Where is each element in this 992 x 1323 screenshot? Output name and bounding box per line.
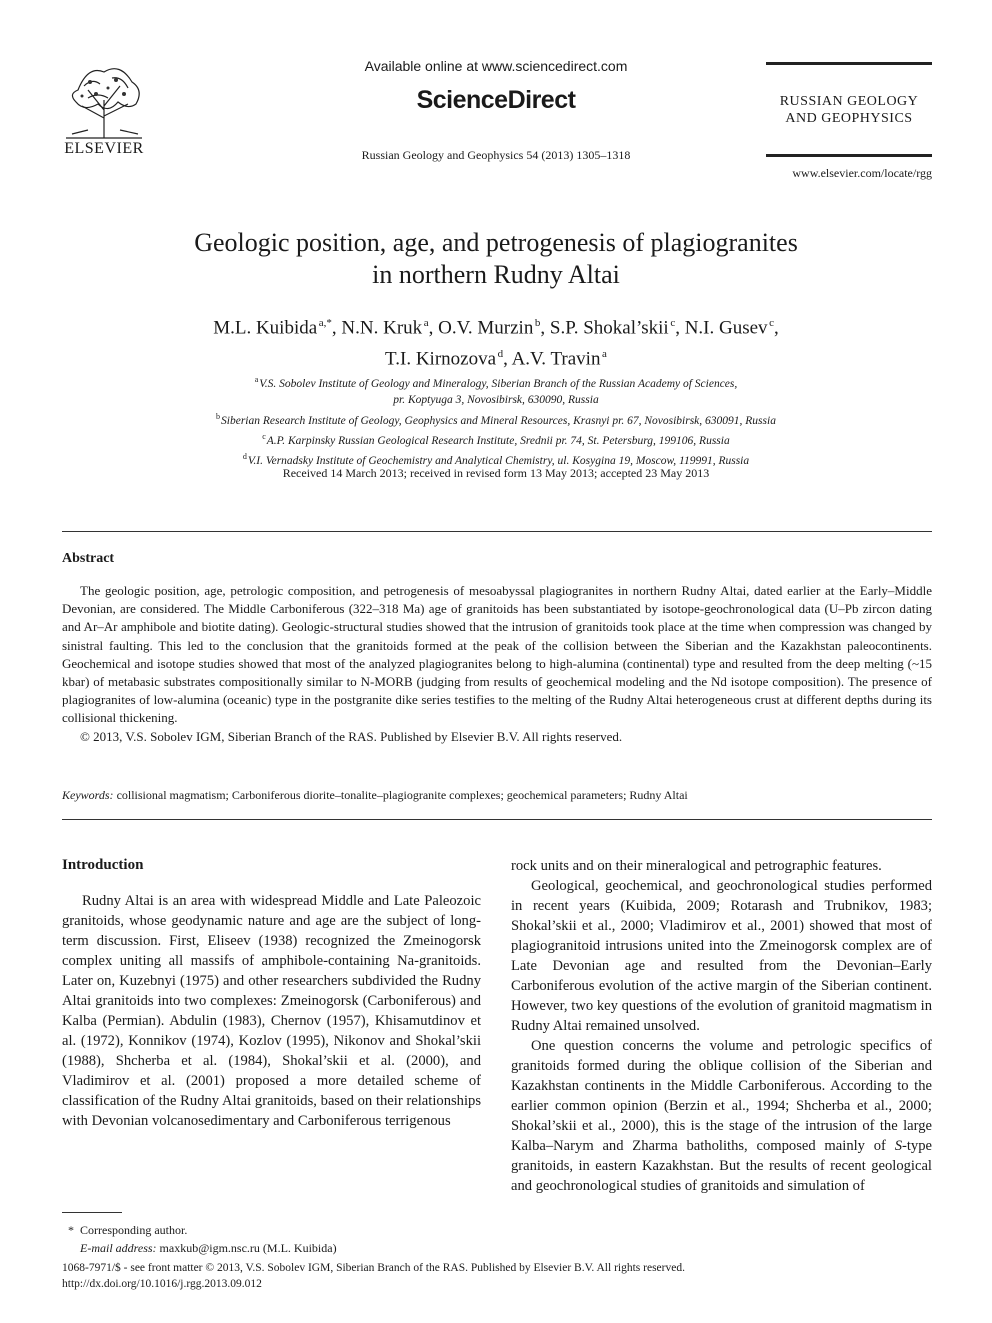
paragraph: Rudny Altai is an area with widespread Middle and Late Paleozoic granitoids, whose geodynamic nature and age are the subject of long-term discussion. First, Eliseev (1938) recognized the Zmeinogorsk complex uniting all massifs of amphibole-containing Na-granitoids. Later on, Kuzebnyi (1975) and other researchers subdivided the Rudny Altai granitoids into two complexes: Zmeinogorsk (Carboniferous) and Kalba (Permian). Abdulin (1983), Chernov (1957), Khisamutdinov et al. (1972), Konnikov (1974), Kozlov (1995), Nikonov and Shokal’skii (1988), Shcherba et al. (1984), Shokal’skii et al. (2000), and Vladimirov et al. (2001) proposed a more detailed scheme of classification of the Rudny Altai granitoids, based on their relationships with Devonian volcanosedimentary and Carboniferous terrigenous [62, 893, 481, 1129]
author[interactable]: M.L. Kuibida [213, 317, 318, 339]
keywords-text: collisional magmatism; Carboniferous diorite–tonalite–plagiogranite complexes; geochemical parameters; Rudny Altai [116, 788, 688, 802]
keywords [62, 788, 932, 803]
title-line1: Geologic position, age, and petrogenesis of plagiogranites [194, 228, 798, 257]
available-online[interactable]: Available online at www.sciencedirect.com [364, 58, 628, 74]
email-label: E-mail address: [80, 1241, 157, 1255]
journal-name-line1: RUSSIAN GEOLOGY [779, 94, 919, 109]
affiliation-a-line2: pr. Koptyuga 3, Novosibirsk, 630090, Russia [393, 394, 599, 407]
affiliation-b: $^b$ Siberian Research Institute of Geology, Geophysics and Mineral Resources, Krasnyi pr. 67, Novosibirsk, 630091, Russia [216, 411, 776, 427]
paragraph: Geological, geochemical, and geochronological studies performed in recent years (Kuibida, 2009; Rotarash and Trubnikov, 1983; Shokal’skii et al., 2000; Vladimirov et al., 2001) showed that most of plagiogranitoid intrusions united into the Zmeinogorsk complex are of Late Devonian age and resulted from the Devonian–Early Carboniferous evolution of the active margin of the Siberian continent. However, two key questions of the evolution of granitoid magmatism in Rudny Altai remained unsolved. [511, 878, 932, 1034]
paragraph: rock units and on their mineralogical and petrographic features. [511, 858, 882, 874]
journal-rule-bottom [766, 154, 932, 157]
issn-line: 1068-7971/$ - see front matter © 2013, V.S. Sobolev IGM, Siberian Branch of the RAS. Published by Elsevier B.V. All rights reserved. [62, 1262, 685, 1274]
footnote-rule [62, 1212, 122, 1213]
doi-link[interactable]: http://dx.doi.org/10.1016/j.rgg.2013.09.012 [62, 1278, 262, 1290]
sciencedirect-logo: ScienceDirect [416, 86, 576, 114]
abstract-text: The geologic position, age, petrologic composition, and petrogenesis of mesoabyssal plagiogranites in northern Rudny Altai, dated earlier at the Early–Middle Devonian, are considered. The Middle Carboniferous (322–318 Ma) age of granitoids has been substantiated by isotope-geochronological data (U–Pb zircon dating and Ar–Ar amphibole and biotite dating). Geologic-structural studies showed that the intrusion of granitoids took place at the time when compression was changed by sinistral faulting. This led to the conclusion that the granitoids formed at the peak of the collision between the Siberian and the Kazakhstan paleocontinents. Geochemical and isotope studies showed that most of the analyzed plagiogranites belong to high-alumina (continental) type and resulted from the deep melting (~15 kbar) of metabasic substrates compositionally similar to N-MORB (judging from results of geochemical modeling and the Nd isotope composition). The presence of plagiogranites of low-alumina (oceanic) type in the postgranite dike series testifies to the melting of the Rudny Altai heterogeneous crust at different depths during its collisional thickening. [62, 583, 932, 726]
publisher-name: ELSEVIER [64, 140, 144, 157]
journal-url[interactable]: www.elsevier.com/locate/rgg [792, 166, 932, 180]
author[interactable]: N.I. Gusev [684, 317, 768, 339]
email-link[interactable]: maxkub@igm.nsc.ru (M.L. Kuibida) [159, 1241, 337, 1255]
affiliation-d: $^d$ V.I. Vernadsky Institute of Geochemistry and Analytical Chemistry, ul. Kosygina 19, Moscow, 119991, Russia [242, 452, 750, 468]
author[interactable]: O.V. Murzin [438, 317, 534, 339]
author[interactable]: T.I. Kirnozova [385, 348, 497, 370]
abstract-heading: Abstract [62, 551, 115, 566]
author-list: M.L. Kuibida $^{a,*}$, N.N. Kruk $^a$, O.V. Murzin $^b$, S.P. Shokal’skii $^c$, N.I. Gusev $^c$, T.I. Kirnozova $^d$, A.V. Travin $^a$ [213, 317, 779, 370]
corresponding-author: Corresponding author. [80, 1223, 188, 1237]
abstract-body [62, 582, 932, 746]
author[interactable]: S.P. Shokal’skii [549, 317, 669, 339]
page-footer [62, 1260, 932, 1292]
affiliation-c: $^c$ A.P. Karpinsky Russian Geological Research Institute, Srednii pr. 74, St. Petersburg, 199106, Russia [262, 432, 730, 447]
copyright: © 2013, V.S. Sobolev IGM, Siberian Branch of the RAS. Published by Elsevier B.V. All rights reserved. [80, 728, 623, 744]
right-column [511, 856, 932, 1196]
section-heading-introduction: Introduction [62, 857, 144, 873]
divider [62, 531, 932, 532]
journal-rule-top [766, 62, 932, 65]
article-title [80, 227, 912, 291]
journal-name [766, 93, 932, 127]
journal-name-line2: AND GEOPHYSICS [785, 111, 913, 126]
left-column [62, 891, 481, 1131]
received-dates: Received 14 March 2013; received in revised form 13 May 2013; accepted 23 May 2013 [282, 466, 710, 480]
author[interactable]: N.N. Kruk [341, 317, 423, 339]
affiliation-a: $^a$ V.S. Sobolev Institute of Geology and Mineralogy, Siberian Branch of the Russian Academy of Sciences, [254, 375, 738, 390]
affiliations [60, 372, 932, 470]
citation: Russian Geology and Geophysics 54 (2013) 1305–1318 [361, 148, 631, 162]
paragraph: One question concerns the volume and petrologic specifics of granitoids formed during the oblique collision of the Siberian and Kazakhstan continents in the Middle Carboniferous. According to the earlier common opinion (Berzin et al., 1994; Shcherba et al., 2000; Shokal’skii et al., 2000), this is the stage of the intrusion of the large Kalba–Narym and Zharma batholiths, composed mainly of S-type granitoids, in eastern Kazakhstan. But the results of recent geological and geochronological studies of granitoids and simulation of [511, 1038, 932, 1194]
title-line2: in northern Rudny Altai [372, 260, 620, 289]
keywords-label: Keywords: [62, 788, 114, 802]
footnote: * Corresponding author. E-mail address: maxkub@igm.nsc.ru (M.L. Kuibida) [68, 1223, 337, 1255]
divider [62, 819, 932, 820]
author[interactable]: A.V. Travin [511, 348, 601, 370]
